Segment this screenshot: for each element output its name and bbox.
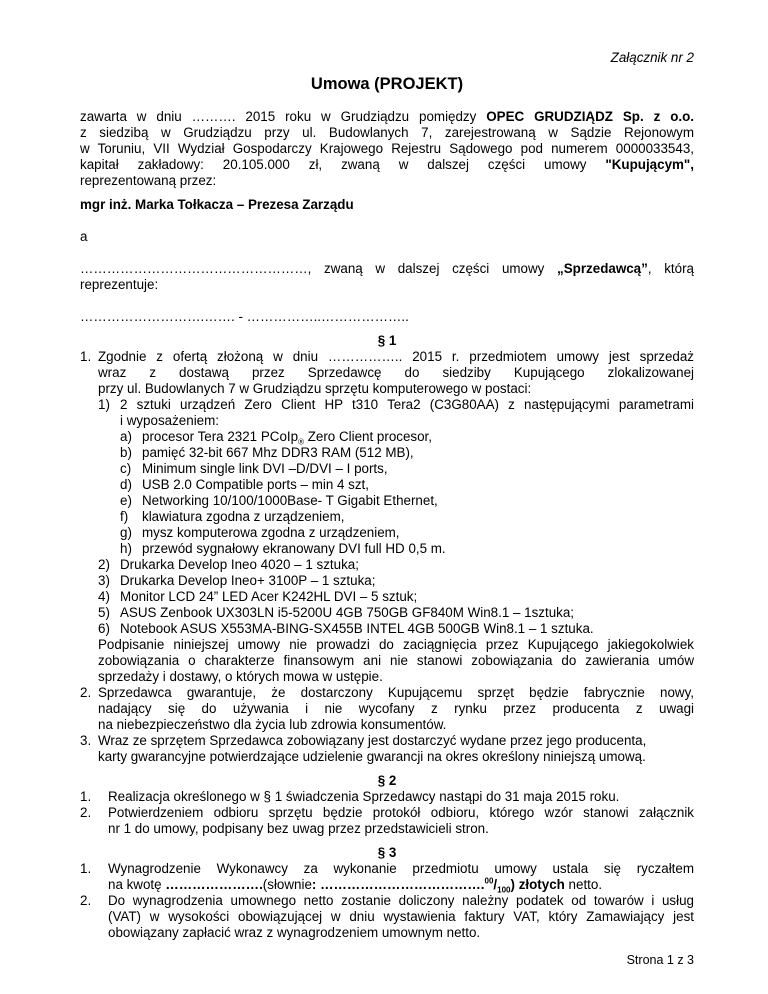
amount-words-blank: : ………………………………. (311, 877, 485, 892)
item-number: 1) (98, 397, 110, 412)
paragraph-number: 1. (80, 349, 92, 364)
subitem: Networking 10/100/1000Base- T Gigabit Ethernet, (142, 493, 438, 508)
item-number: 6) (98, 621, 110, 636)
note-line: Podpisanie niniejszej umowy nie prowadzi do zaciągnięcia przez Kupującego jakiegokolwiek (98, 637, 694, 652)
paragraph-line: Zgodnie z ofertą złożoną w dniu …………….. 2015 r. przedmiotem umowy jest sprzedaż (98, 349, 694, 364)
conjunction: a (80, 229, 88, 244)
note-line: zobowiązania o charakterze finansowym ani nie stanowi zobowiązania do zawierania umów (98, 653, 694, 668)
seller-representative: ……………………….……. - ……………..……………….. (80, 309, 409, 324)
subitem-text: Zero Client procesor, (303, 429, 432, 444)
document-title: Umowa (PROJEKT) (310, 75, 464, 93)
amount-text: na kwotę (108, 877, 166, 892)
seller-line (80, 261, 694, 277)
intro-line: z siedzibą w Grudziądzu przy ul. Budowlanych 7, zarejestrowaną w Sądzie Rejonowym (80, 125, 694, 140)
registered-mark: ® (298, 437, 304, 447)
intro-line (80, 157, 694, 173)
item-line: Monitor LCD 24” LED Acer K242HL DVI – 5 sztuk; (120, 589, 418, 604)
subitem-letter: b) (120, 445, 132, 460)
paragraph-number: 1. (80, 861, 92, 876)
subitem-letter: g) (120, 525, 132, 540)
subitem-letter: d) (120, 477, 132, 492)
intro-line (80, 109, 694, 125)
paragraph-number: 2. (80, 685, 92, 700)
paragraph-line: przy ul. Budowlanych 7 w Grudziądzu sprzętu komputerowego w postaci: (98, 381, 532, 396)
item-number: 4) (98, 589, 110, 604)
subitem: klawiatura zgodna z urządzeniem, (142, 509, 345, 524)
paragraph-line: karty gwarancyjne potwierdzające udzielenie gwarancji na okres określony niniejszą umową. (98, 749, 646, 764)
paragraph-number: 3. (80, 733, 92, 748)
item-number: 5) (98, 605, 110, 620)
paragraph-line: wraz z dostawą przez Sprzedawcę do siedziby Kupującego zlokalizowanej (98, 365, 694, 380)
subitem: USB 2.0 Compatible ports – min 4 szt, (142, 477, 369, 492)
item-number: 2) (98, 557, 110, 572)
paragraph-line: Do wynagrodzenia umownego netto zostanie doliczony należny podatek od towarów i usług (108, 893, 694, 908)
page-number: Strona 1 z 3 (626, 953, 694, 967)
subitem-letter: c) (120, 461, 132, 476)
subitem-letter: e) (120, 493, 132, 508)
intro-text: kapitał zakładowy: 20.105.000 zł, zwaną w dalszej części umowy (80, 157, 606, 172)
subitem: pamięć 32-bit 667 Mhz DDR3 RAM (512 MB), (142, 445, 414, 460)
buyer-label: "Kupującym", (605, 157, 694, 172)
paragraph-line (108, 877, 694, 893)
note-line: sprzedaży i dostawy, o których mowa w ustępie. (98, 669, 383, 684)
item-line: i wyposażeniem: (120, 413, 219, 428)
seller-text: ……………………………………………, zwaną w dalszej części umowy (80, 261, 558, 276)
subitem (142, 429, 694, 445)
amount-text: netto. (564, 877, 603, 892)
paragraph-number: 2. (80, 893, 92, 908)
subitem: przewód sygnałowy ekranowany DVI full HD 0,5 m. (142, 541, 446, 556)
intro-text: zawarta w dniu ………. 2015 roku w Grudziądzu pomiędzy (80, 109, 487, 124)
paragraph-line: Wynagrodzenie Wykonawcy za wykonanie przedmiotu umowy ustala się ryczałtem (108, 861, 694, 876)
paragraph-line: nadający się do używania i nie wycofany z rynku przez producenta z uwagi (98, 701, 694, 716)
buyer-name: OPEC GRUDZIĄDZ Sp. z o.o. (486, 109, 694, 124)
paragraph-line: Wraz ze sprzętem Sprzedawca zobowiązany jest dostarczyć wydane przez jego producenta, (98, 733, 647, 748)
subitem-letter: h) (120, 541, 132, 556)
paragraph-line: nr 1 do umowy, podpisany bez uwag przez przedstawicieli stron. (108, 821, 489, 836)
fraction-numerator: 00 (484, 876, 494, 886)
currency-label: ) złotych (510, 877, 565, 892)
item-line: Notebook ASUS X553MA-BING-SX455B INTEL 4GB 500GB Win8.1 – 1 sztuka. (120, 621, 594, 636)
subitem-letter: f) (120, 509, 129, 524)
subitem-text: procesor Tera 2321 PCoIp (142, 429, 299, 444)
subitem: mysz komputerowa zgodna z urządzeniem, (142, 525, 400, 540)
item-number: 3) (98, 573, 110, 588)
item-line: Drukarka Develop Ineo+ 3100P – 1 sztuka; (120, 573, 376, 588)
item-line: 2 sztuki urządzeń Zero Client HP t310 Tera2 (C3G80AA) z następującymi parametrami (120, 397, 694, 412)
item-line: Drukarka Develop Ineo 4020 – 1 sztuka; (120, 557, 359, 572)
paragraph-number: 2. (80, 805, 92, 820)
item-line: ASUS Zenbook UX303LN i5-5200U 4GB 750GB GF840M Win8.1 – 1sztuka; (120, 605, 575, 620)
subitem: Minimum single link DVI –D/DVI – I ports, (142, 461, 388, 476)
seller-text: , którą (647, 261, 694, 276)
intro-line: reprezentowaną przez: (80, 173, 217, 188)
paragraph-line: Potwierdzeniem odbioru sprzętu będzie protokół odbioru, którego wzór stanowi załącznik (108, 805, 694, 820)
fraction-denominator: 100 (497, 885, 511, 895)
amount-text: (słownie (262, 877, 312, 892)
paragraph-line: Realizacja określonego w § 1 świadczenia Sprzedawcy nastąpi do 31 maja 2015 roku. (108, 789, 620, 804)
section-heading: § 3 (377, 845, 397, 860)
section-heading: § 1 (377, 333, 397, 348)
paragraph-line: obowiązany zapłacić wraz z wynagrodzeniem umownym netto. (108, 925, 481, 940)
paragraph-line: Sprzedawca gwarantuje, że dostarczony Kupującemu sprzęt będzie fabrycznie nowy, (98, 685, 694, 700)
representative: mgr inż. Marka Tołkacza – Prezesa Zarządu (80, 197, 354, 212)
fraction-slash: / (493, 877, 498, 892)
seller-label: „Sprzedawcą” (557, 261, 648, 276)
seller-line: reprezentuje: (80, 277, 159, 292)
subitem-letter: a) (120, 429, 132, 444)
section-heading: § 2 (377, 773, 397, 788)
paragraph-line: na niebezpieczeństwo dla życia lub zdrowia konsumentów. (98, 717, 447, 732)
intro-line: w Toruniu, VII Wydział Gospodarczy Krajowego Rejestru Sądowego pod numerem 0000033543, (80, 141, 694, 156)
paragraph-number: 1. (80, 789, 92, 804)
paragraph-line: (VAT) w wysokości obowiązującej w dniu wystawienia faktury VAT, który Zamawiający jest (108, 909, 694, 924)
attachment-label: Załącznik nr 2 (610, 50, 694, 65)
amount-blank: …………………. (165, 877, 263, 892)
